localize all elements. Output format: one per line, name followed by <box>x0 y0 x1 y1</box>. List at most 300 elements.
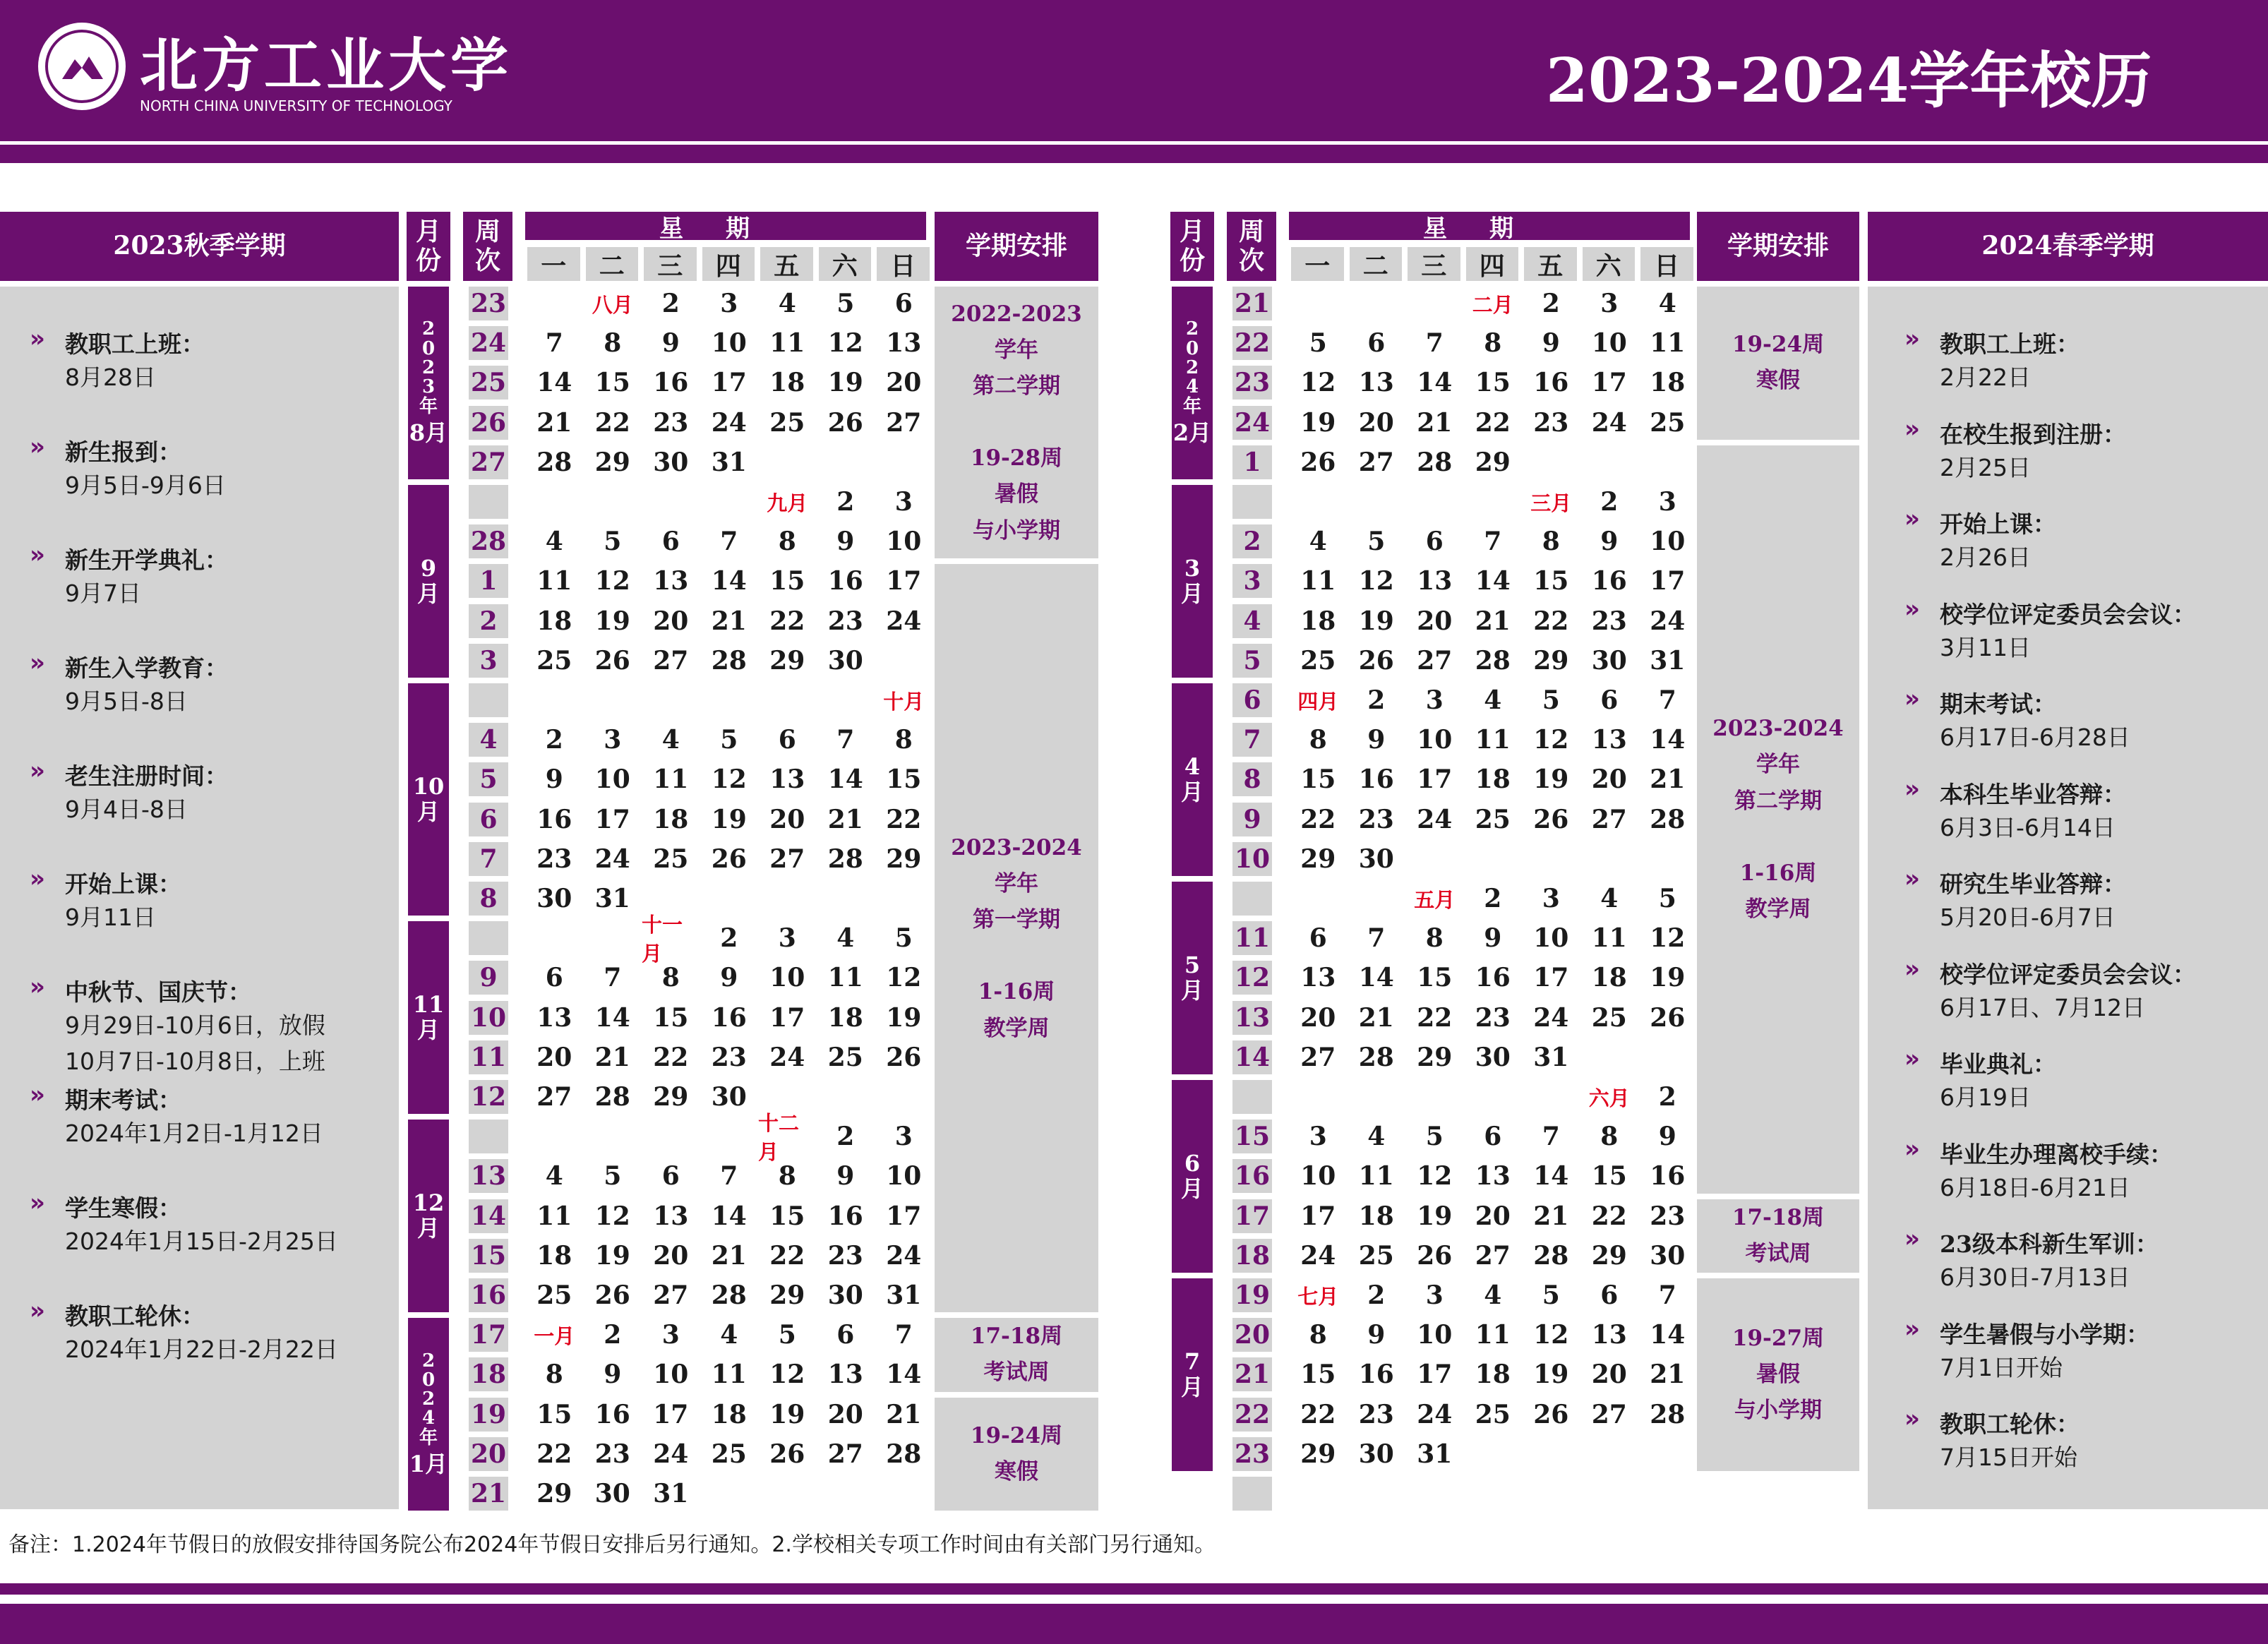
event-title: 教职工上班： <box>65 330 205 358</box>
day-cell: 15 <box>653 1002 689 1033</box>
event-title: 期末考试： <box>65 1086 181 1114</box>
day-cell: 26 <box>886 1042 922 1072</box>
day-name-header: 日 <box>1640 247 1693 281</box>
day-cell: 25 <box>1591 1002 1627 1033</box>
day-cell: 4 <box>1309 527 1327 557</box>
double-chevron-right-icon: » <box>30 325 45 353</box>
day-cell: 2 <box>1542 289 1560 318</box>
day-cell: 31 <box>1417 1439 1453 1469</box>
day-cell: 18 <box>1475 764 1511 795</box>
day-cell <box>1464 1437 1523 1471</box>
event-item <box>30 1189 338 1259</box>
day-cell: 11 <box>827 963 863 993</box>
spring-term-header: 2024春季学期 <box>1868 212 2268 281</box>
day-cell: 18 <box>1475 1360 1511 1390</box>
day-cell: 27 <box>1475 1240 1511 1271</box>
day-cell: 16 <box>827 566 863 596</box>
day-cell: 23 <box>1650 1201 1686 1231</box>
day-cell: 20 <box>1300 1002 1336 1033</box>
day-cell: 6 <box>1600 685 1619 715</box>
day-cell: 28 <box>827 844 863 874</box>
day-cell: 9 <box>1484 923 1502 954</box>
day-cell <box>1405 1477 1464 1511</box>
week-number <box>469 683 508 717</box>
day-cell: 14 <box>711 1201 747 1231</box>
day-name-header: 一 <box>527 247 580 281</box>
double-chevron-right-icon: » <box>1904 594 1920 623</box>
day-cell <box>875 1477 933 1511</box>
day-cell: 20 <box>1358 407 1394 438</box>
day-name-header: 一 <box>1291 247 1344 281</box>
right-schedule-header: 学期安排 <box>1697 212 1859 281</box>
day-cell: 14 <box>594 1002 630 1033</box>
day-cell: 30 <box>1475 1042 1511 1072</box>
day-cell: 19 <box>711 804 747 834</box>
day-cell: 15 <box>1417 963 1453 993</box>
footer-rule <box>0 1583 2268 1595</box>
day-cell: 7 <box>720 527 738 557</box>
week-number: 6 <box>1232 683 1272 717</box>
day-cell: 27 <box>1591 804 1627 834</box>
week-number <box>469 921 508 955</box>
day-cell: 18 <box>1358 1201 1394 1231</box>
month-label: 11 月 <box>412 990 445 1043</box>
month-label: 12 月 <box>412 1189 445 1242</box>
double-chevron-right-icon: » <box>30 1081 45 1109</box>
week-number: 10 <box>469 1001 508 1035</box>
day-cell: 18 <box>536 606 572 636</box>
day-cell <box>1405 287 1464 320</box>
day-cell: 4 <box>1600 884 1619 913</box>
day-cell: 27 <box>1300 1042 1336 1072</box>
day-cell <box>758 445 817 479</box>
day-cell: 15 <box>769 1201 805 1231</box>
day-cell: 12 <box>1417 1161 1453 1192</box>
day-cell <box>817 1477 875 1511</box>
event-title: 中秋节、国庆节： <box>65 978 251 1006</box>
day-cell: 9 <box>545 764 563 795</box>
day-name-header: 五 <box>760 247 813 281</box>
day-cell: 23 <box>536 844 572 874</box>
day-cell: 9 <box>720 963 738 993</box>
week-number: 4 <box>469 723 508 757</box>
day-cell: 30 <box>1650 1240 1686 1271</box>
week-number: 19 <box>1232 1278 1272 1312</box>
day-cell: 12 <box>594 1201 630 1231</box>
day-cell: 7 <box>1425 328 1444 359</box>
day-cell: 23 <box>594 1439 630 1469</box>
day-cell: 31 <box>1533 1042 1569 1072</box>
day-cell: 19 <box>827 368 863 398</box>
day-cell: 8 <box>1425 923 1444 954</box>
event-date: 6月30日-7月13日 <box>1940 1264 2130 1291</box>
double-chevron-right-icon: » <box>1904 1045 1920 1073</box>
day-cell: 12 <box>1533 1320 1569 1350</box>
day-cell: 8 <box>1600 1122 1619 1152</box>
day-cell: 9 <box>1658 1122 1676 1152</box>
day-cell <box>1289 1080 1348 1114</box>
week-number: 10 <box>1232 842 1272 876</box>
day-cell: 29 <box>769 1280 805 1310</box>
day-cell: 6 <box>894 289 913 318</box>
day-cell: 11 <box>1300 566 1336 596</box>
day-cell: 7 <box>720 1161 738 1192</box>
month-block <box>408 683 449 916</box>
day-cell <box>525 485 584 519</box>
month-block <box>408 1120 449 1312</box>
day-cell: 15 <box>536 1399 572 1429</box>
day-cell: 27 <box>1358 447 1394 477</box>
day-cell: 22 <box>1591 1201 1627 1231</box>
day-cell: 27 <box>769 844 805 874</box>
day-cell: 16 <box>1358 764 1394 795</box>
right-weekday-header: 星期 <box>1289 212 1690 240</box>
double-chevron-right-icon: » <box>1904 414 1920 443</box>
day-cell: 2 <box>1367 685 1386 715</box>
event-item <box>30 433 226 503</box>
day-cell: 17 <box>1417 1360 1453 1390</box>
month-label: 7 月 <box>1180 1348 1204 1400</box>
month-label: 5 月 <box>1180 951 1204 1004</box>
day-cell: 4 <box>661 725 680 755</box>
footer-bar <box>0 1604 2268 1644</box>
month-start-label: 三月 <box>1530 491 1572 515</box>
day-cell <box>1405 842 1464 876</box>
day-cell: 19 <box>769 1399 805 1429</box>
day-cell: 26 <box>1417 1240 1453 1271</box>
day-cell: 25 <box>827 1042 863 1072</box>
event-title: 校学位评定委员会会议： <box>1940 960 2196 988</box>
day-cell: 23 <box>1591 606 1627 636</box>
day-cell: 3 <box>1425 685 1444 715</box>
week-number: 12 <box>469 1080 508 1114</box>
day-cell: 4 <box>545 527 563 557</box>
day-name-header: 五 <box>1524 247 1577 281</box>
day-cell: 2 <box>1658 1082 1676 1112</box>
day-cell: 9 <box>661 328 680 359</box>
day-cell <box>584 485 642 519</box>
event-title: 校学位评定委员会会议： <box>1940 600 2196 628</box>
week-number: 21 <box>1232 287 1272 320</box>
day-cell: 29 <box>1300 844 1336 874</box>
double-chevron-right-icon: » <box>1904 1314 1920 1343</box>
double-chevron-right-icon: » <box>30 1189 45 1217</box>
month-block <box>1172 683 1213 876</box>
day-cell: 9 <box>1367 725 1386 755</box>
week-number: 19 <box>469 1398 508 1432</box>
week-number: 2 <box>469 604 508 638</box>
day-cell: 15 <box>769 566 805 596</box>
day-cell: 6 <box>778 725 796 755</box>
day-cell: 5 <box>1367 527 1386 557</box>
week-number: 25 <box>469 366 508 400</box>
event-title: 新生开学典礼： <box>65 546 228 574</box>
day-cell <box>1289 287 1348 320</box>
day-cell: 21 <box>711 606 747 636</box>
week-number: 7 <box>1232 723 1272 757</box>
day-cell: 2 <box>1484 884 1502 913</box>
week-number: 23 <box>1232 366 1272 400</box>
day-name-header: 二 <box>586 247 639 281</box>
day-cell: 7 <box>1658 685 1676 715</box>
event-item <box>1904 325 2080 395</box>
event-date: 6月17日、7月12日 <box>1940 993 2145 1021</box>
event-title: 23级本科新生军训： <box>1940 1230 2159 1258</box>
event-title: 老生注册时间： <box>65 762 228 790</box>
day-cell: 8 <box>661 963 680 993</box>
day-cell: 16 <box>1533 368 1569 398</box>
day-cell: 6 <box>661 1161 680 1192</box>
day-cell: 26 <box>1300 447 1336 477</box>
day-cell: 16 <box>653 368 689 398</box>
day-cell: 28 <box>1475 645 1511 676</box>
day-cell <box>1289 485 1348 519</box>
week-number: 26 <box>469 406 508 440</box>
day-cell <box>525 287 584 320</box>
day-cell <box>1348 485 1406 519</box>
day-cell: 19 <box>594 1240 630 1271</box>
event-date: 6月18日-6月21日 <box>1940 1173 2130 1201</box>
double-chevron-right-icon: » <box>1904 865 1920 893</box>
day-cell: 7 <box>894 1320 913 1350</box>
day-cell <box>1348 1080 1406 1114</box>
day-cell <box>1464 1477 1523 1511</box>
month-block <box>1172 287 1213 479</box>
day-cell: 24 <box>886 606 922 636</box>
day-cell: 3 <box>1425 1280 1444 1310</box>
event-date: 8月28日 <box>65 364 156 391</box>
day-cell: 28 <box>711 1280 747 1310</box>
day-cell <box>1638 1040 1697 1074</box>
day-cell: 12 <box>827 328 863 359</box>
day-cell: 29 <box>653 1082 689 1112</box>
day-cell: 12 <box>711 764 747 795</box>
event-title: 新生入学教育： <box>65 654 228 682</box>
week-number: 16 <box>1232 1159 1272 1193</box>
event-item <box>1904 1045 2056 1115</box>
month-block <box>408 287 449 479</box>
day-cell: 7 <box>1484 527 1502 557</box>
day-cell: 17 <box>1417 764 1453 795</box>
schedule-block: 17-18周 考试周 <box>1697 1199 1859 1273</box>
day-cell: 19 <box>1358 606 1394 636</box>
day-cell: 23 <box>653 407 689 438</box>
day-cell: 27 <box>827 1439 863 1469</box>
event-date: 10月7日-10月8日，上班 <box>65 1048 325 1076</box>
week-number: 23 <box>1232 1437 1272 1471</box>
month-label: 6 月 <box>1180 1149 1204 1202</box>
event-item <box>30 1081 323 1151</box>
day-cell <box>875 1080 933 1114</box>
event-title: 学生寒假： <box>65 1194 181 1222</box>
event-item <box>1904 774 2126 846</box>
day-cell <box>525 683 584 717</box>
day-cell: 16 <box>1475 963 1511 993</box>
day-cell <box>817 1080 875 1114</box>
event-title: 学生暑假与小学期： <box>1940 1320 2149 1348</box>
day-cell: 7 <box>836 725 855 755</box>
day-cell: 4 <box>720 1320 738 1350</box>
week-number: 18 <box>469 1357 508 1391</box>
schedule-block: 17-18周 考试周 <box>935 1318 1098 1391</box>
day-cell: 8 <box>778 527 796 557</box>
day-cell: 14 <box>1650 1320 1686 1350</box>
day-cell <box>525 1120 584 1153</box>
double-chevron-right-icon: » <box>1904 954 1920 983</box>
event-date: 5月20日-6月7日 <box>1940 904 2116 931</box>
day-cell: 31 <box>1650 645 1686 676</box>
day-cell: 22 <box>594 407 630 438</box>
day-cell <box>817 882 875 916</box>
day-cell <box>817 683 875 717</box>
day-cell <box>700 1120 759 1153</box>
day-cell: 26 <box>594 1280 630 1310</box>
day-cell: 13 <box>1591 1320 1627 1350</box>
month-label: 10 月 <box>412 772 445 825</box>
day-cell: 20 <box>1475 1201 1511 1231</box>
week-number: 5 <box>1232 644 1272 678</box>
university-name: 北方工业大学 <box>140 32 513 100</box>
day-cell: 24 <box>1591 407 1627 438</box>
week-number: 24 <box>1232 406 1272 440</box>
day-cell: 15 <box>1300 1360 1336 1390</box>
event-title: 教职工上班： <box>1940 330 2080 358</box>
event-item <box>30 865 181 935</box>
day-cell <box>758 683 817 717</box>
day-cell: 24 <box>1533 1002 1569 1033</box>
double-chevron-right-icon: » <box>1904 685 1920 713</box>
day-name-header: 三 <box>644 247 697 281</box>
month-label: 9 月 <box>416 554 440 607</box>
week-number: 27 <box>469 445 508 479</box>
event-item <box>1904 1405 2080 1475</box>
day-cell: 28 <box>1533 1240 1569 1271</box>
event-title: 开始上课： <box>65 870 181 898</box>
day-cell: 30 <box>1358 844 1394 874</box>
week-number: 20 <box>1232 1318 1272 1352</box>
event-title: 研究生毕业答辩： <box>1940 870 2126 898</box>
event-item <box>30 325 205 395</box>
right-month-header: 月 份 <box>1170 212 1214 281</box>
day-cell: 20 <box>653 1240 689 1271</box>
day-cell <box>875 882 933 916</box>
day-cell: 5 <box>1309 328 1327 359</box>
week-number <box>469 1120 508 1153</box>
day-cell: 21 <box>886 1399 922 1429</box>
event-date: 7月1日开始 <box>1940 1353 2063 1381</box>
double-chevron-right-icon: » <box>1904 1134 1920 1163</box>
day-cell: 18 <box>536 1240 572 1271</box>
event-item <box>1904 865 2126 935</box>
week-number <box>1232 882 1272 916</box>
event-item <box>1904 505 2056 575</box>
day-cell: 31 <box>711 447 747 477</box>
day-cell: 6 <box>1484 1122 1502 1152</box>
month-start-label: 六月 <box>1588 1086 1630 1110</box>
day-cell: 22 <box>1300 804 1336 834</box>
day-cell <box>1289 1477 1348 1511</box>
day-cell: 14 <box>1358 963 1394 993</box>
day-cell: 3 <box>1309 1122 1327 1152</box>
week-number: 18 <box>1232 1239 1272 1273</box>
day-cell: 25 <box>711 1439 747 1469</box>
week-number: 8 <box>469 882 508 916</box>
event-date: 2月26日 <box>1940 544 2031 571</box>
week-number: 23 <box>469 287 508 320</box>
day-cell: 5 <box>604 527 622 557</box>
day-cell <box>1580 1437 1639 1471</box>
day-cell: 29 <box>594 447 630 477</box>
day-cell: 6 <box>545 963 563 993</box>
right-week-header: 周 次 <box>1227 212 1276 281</box>
double-chevron-right-icon: » <box>1904 1225 1920 1253</box>
day-cell: 16 <box>1591 566 1627 596</box>
day-cell: 8 <box>545 1360 563 1390</box>
day-cell: 16 <box>1358 1360 1394 1390</box>
day-cell: 22 <box>1417 1002 1453 1033</box>
month-start-label: 十月 <box>883 689 925 714</box>
day-cell: 30 <box>1358 1439 1394 1469</box>
day-cell: 25 <box>1300 645 1336 676</box>
day-cell: 10 <box>711 328 747 359</box>
day-name-header: 二 <box>1350 247 1403 281</box>
day-cell: 19 <box>594 606 630 636</box>
day-cell: 5 <box>894 923 913 954</box>
day-cell: 16 <box>1650 1161 1686 1192</box>
day-cell: 25 <box>536 1280 572 1310</box>
day-name-header: 六 <box>819 247 872 281</box>
schedule-block: 2022-2023 学年 第二学期 19-28周 暑假 与小学期 <box>935 287 1098 558</box>
day-cell <box>700 1477 759 1511</box>
day-name-header: 四 <box>702 247 755 281</box>
day-cell: 21 <box>827 804 863 834</box>
day-cell: 19 <box>1533 1360 1569 1390</box>
autumn-term-header: 2023秋季学期 <box>0 212 399 281</box>
event-item <box>1904 1134 2173 1206</box>
week-number: 22 <box>1232 326 1272 360</box>
month-start-label: 十一月 <box>642 913 683 966</box>
week-number: 17 <box>1232 1199 1272 1233</box>
day-cell: 4 <box>1658 289 1676 318</box>
day-cell: 24 <box>1650 606 1686 636</box>
day-cell: 14 <box>827 764 863 795</box>
day-cell: 16 <box>827 1201 863 1231</box>
day-cell: 10 <box>653 1360 689 1390</box>
week-number: 17 <box>469 1318 508 1352</box>
day-cell: 17 <box>886 566 922 596</box>
day-cell: 25 <box>1475 1399 1511 1429</box>
week-number <box>469 485 508 519</box>
month-start-label: 五月 <box>1414 887 1456 912</box>
week-number <box>1232 1477 1272 1511</box>
day-cell: 25 <box>1650 407 1686 438</box>
left-weekday-header: 星期 <box>525 212 926 240</box>
event-title: 本科生毕业答辩： <box>1940 780 2126 808</box>
day-cell: 6 <box>661 527 680 557</box>
event-item <box>1904 1225 2159 1295</box>
day-cell: 5 <box>1425 1122 1444 1152</box>
day-cell: 13 <box>1300 963 1336 993</box>
month-start-label: 四月 <box>1297 689 1339 714</box>
day-cell <box>1522 842 1580 876</box>
day-cell: 9 <box>1600 527 1619 557</box>
left-week-header: 周 次 <box>463 212 512 281</box>
day-cell <box>1580 842 1639 876</box>
schedule-block: 19-24周 寒假 <box>935 1398 1098 1511</box>
day-cell: 2 <box>545 725 563 755</box>
month-label: 4 月 <box>1180 752 1204 805</box>
day-cell: 6 <box>1600 1280 1619 1310</box>
